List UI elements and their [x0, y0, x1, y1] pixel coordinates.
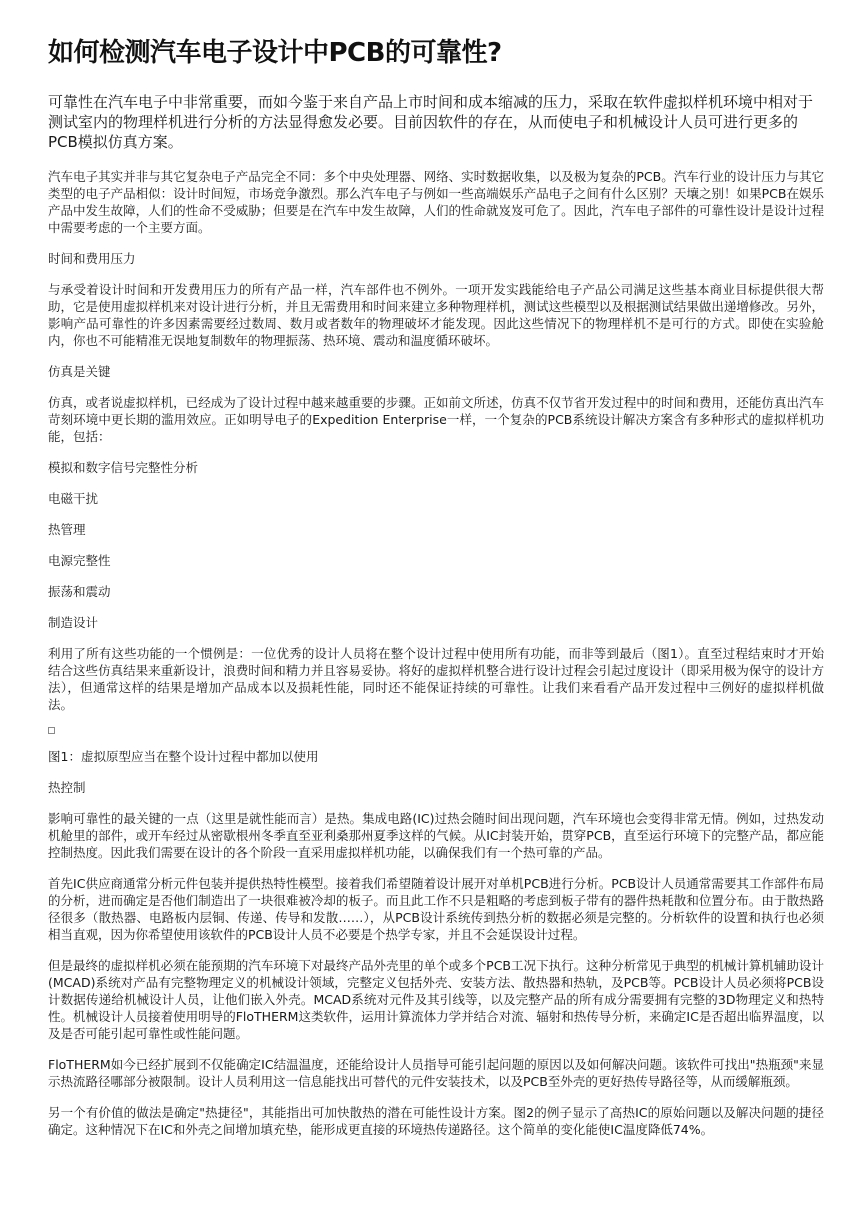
list-item: 热管理	[48, 522, 86, 537]
list-item: 制造设计	[48, 615, 99, 630]
paragraph: 仿真，或者说虚拟样机，已经成为了设计过程中越来越重要的步骤。正如前文所述，仿真不仅节省开发过程中的时间和费用，还能仿真出汽车苛刻环境中更长期的滥用效应。正如明导电子的Expedition Enterprise一样，一个复杂的PCB系统设计解决方案含有多种形式的虚拟样机功能，包括：	[48, 395, 824, 444]
list-item: 振荡和震动	[48, 584, 111, 599]
paragraph: FloTHERM如今已经扩展到不仅能确定IC结温温度，还能给设计人员指导可能引起问题的原因以及如何解决问题。该软件可找出"热瓶颈"来显示热流路径哪部分被限制。设计人员利用这一信息能找出可替代的元件安装技术，以及PCB至外壳的更好热传导路径等，从而缓解瓶颈。	[48, 1057, 824, 1089]
paragraph: 利用了所有这些功能的一个惯例是：一位优秀的设计人员将在整个设计过程中使用所有功能，而非等到最后（图1）。直至过程结束时才开始结合这些仿真结果来重新设计，浪费时间和精力并且容易妥协。将好的虚拟样机整合进行设计过程会引起过度设计（即采用极为保守的设计方法），但通常这样的结果是增加产品成本以及损耗性能，同时还不能保证持续的可靠性。让我们来看看产品开发过程中三例好的虚拟样机做法。	[48, 646, 824, 712]
list-item: 电源完整性	[48, 553, 111, 568]
paragraph: 汽车电子其实并非与其它复杂电子产品完全不同：多个中央处理器、网络、实时数据收集，以及极为复杂的PCB。汽车行业的设计压力与其它类型的电子产品相似：设计时间短，市场竞争激烈。那么汽车电子与例如一些高端娱乐产品电子之间有什么区别？天壤之别！如果PCB在娱乐产品中发生故障，人们的性命不受威胁；但要是在汽车中发生故障，人们的性命就岌岌可危了。因此，汽车电子部件的可靠性设计是设计过程中需要考虑的一个主要方面。	[48, 169, 824, 235]
paragraph: 影响可靠性的最关键的一点（这里是就性能而言）是热。集成电路(IC)过热会随时间出现问题，汽车环境也会变得非常无情。例如，过热发动机舱里的部件，或开车经过从密歇根州冬季直至亚利桑那州夏季这样的气候。从IC封装开始，贯穿PCB，直至运行环境下的完整产品，都应能控制热度。因此我们需要在设计的各个阶段一直采用虚拟样机功能，以确保我们有一个热可靠的产品。	[48, 811, 824, 860]
section-heading: 时间和费用压力	[48, 251, 136, 266]
paragraph: 但是最终的虚拟样机必须在能预期的汽车环境下对最终产品外壳里的单个或多个PCB工况下执行。这种分析常见于典型的机械计算机辅助设计(MCAD)系统对产品有完整物理定义的机械设计领域，完整定义包括外壳、安装方法、散热器和热轨，及PCB等。PCB设计人员必须将PCB设计数据传递给机械设计人员，让他们嵌入外壳。MCAD系统对元件及其引线等，以及完整产品的所有成分需要拥有完整的3D物理定义和热特性。机械设计人员接着使用明导的FloTHERM这类软件，运用计算流体力学并结合对流、辐射和热传导分析，来确定IC是否超出临界温度，以及是否可能引起可靠性或性能问题。	[48, 958, 824, 1041]
list-item: 模拟和数字信号完整性分析	[48, 460, 199, 475]
section-heading: 仿真是关键	[48, 364, 111, 379]
broken-image-icon	[48, 727, 55, 734]
paragraph: 另一个有价值的做法是确定"热捷径"，其能指出可加快散热的潜在可能性设计方案。图2的例子显示了高热IC的原始问题以及解决问题的捷径确定。这种情况下在IC和外壳之间增加填充垫，能形成更直接的环境热传递路径。这个简单的变化能使IC温度降低74%。	[48, 1105, 824, 1137]
paragraph: 首先IC供应商通常分析元件包装并提供热特性模型。接着我们希望随着设计展开对单机PCB进行分析。PCB设计人员通常需要其工作部件布局的分析，进而确定是否他们制造出了一块很难被冷却的板子。而且此工作不只是粗略的考虑到板子带有的器件热耗散和位置分布。由于散热路径很多（散热器、电路板内层铜、传递、传导和发散……），从PCB设计系统传到热分析的数据必须是完整的。分析软件的设置和执行也必须相当直观，因为你希望使用该软件的PCB设计人员不必要是个热学专家，并且不会延误设计过程。	[48, 876, 824, 942]
paragraph: 与承受着设计时间和开发费用压力的所有产品一样，汽车部件也不例外。一项开发实践能给电子产品公司满足这些基本商业目标提供很大帮助，它是使用虚拟样机来对设计进行分析，并且无需费用和时间来建立多种物理样机，测试这些模型以及根据测试结果做出递增修改。另外，影响产品可靠性的许多因素需要经过数周、数月或者数年的物理破坏才能发现。因此这些情况下的物理样机不是可行的方式。即使在实验舱内，你也不可能精准无误地复制数年的物理振荡、热环境、震动和温度循环破坏。	[48, 282, 824, 348]
lead-paragraph: 可靠性在汽车电子中非常重要，而如今鉴于来自产品上市时间和成本缩减的压力，采取在软件虚拟样机环境中相对于测试室内的物理样机进行分析的方法显得愈发必要。目前因软件的存在，从而使电子和机械设计人员可进行更多的PCB模拟仿真方案。	[48, 93, 814, 151]
figure-caption: 图1：虚拟原型应当在整个设计过程中都加以使用	[48, 749, 319, 764]
page-title: 如何检测汽车电子设计中PCB的可靠性?	[48, 38, 502, 68]
section-heading: 热控制	[48, 780, 86, 795]
list-item: 电磁干扰	[48, 491, 99, 506]
article	[48, 36, 824, 1152]
